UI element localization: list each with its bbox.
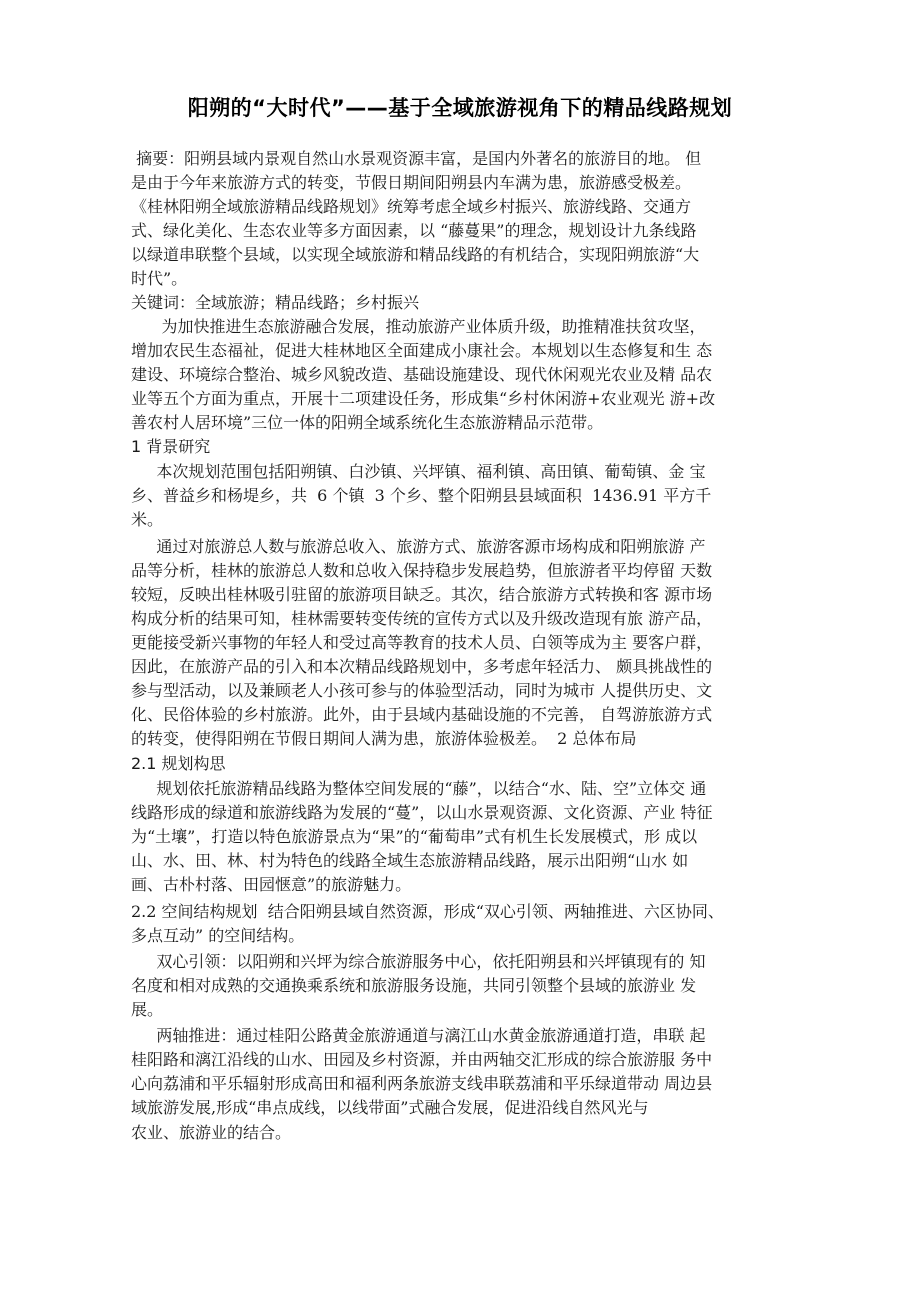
body-line: 较短，反映出桂林吸引驻留的旅游项目缺乏。其次，结合旅游方式转换和客 源市场	[131, 585, 713, 604]
body-line: 参与型活动，以及兼顾老人小孩可参与的体验型活动，同时为城市 人提供历史、文	[131, 681, 713, 700]
body-line: 增加农民生态福祉，促进大桂林地区全面建成小康社会。本规划以生态修复和生 态	[131, 341, 713, 360]
body-line: 2.2 空间结构规划 结合阳朔县域自然资源，形成“双心引领、两轴推进、六区协同、	[131, 902, 724, 921]
abstract-line: 以绿道串联整个县域，以实现全域旅游和精品线路的有机结合，实现阳朔旅游“大	[131, 245, 700, 264]
keywords-line: 关键词：全域旅游；精品线路；乡村振兴	[131, 293, 420, 312]
body-line: 建设、环境综合整治、城乡风貌改造、基础设施建设、现代休闲观光农业及精 品农	[131, 365, 713, 384]
section-heading: 2.1 规划构思	[131, 754, 226, 773]
body-line: 因此，在旅游产品的引入和本次精品线路规划中，多考虑年轻活力、 颇具挑战性的	[131, 657, 713, 676]
body-line: 善农村人居环境”三位一体的阳朔全域系统化生态旅游精品示范带。	[131, 413, 604, 432]
document-title: 阳朔的“大时代”——基于全域旅游视角下的精品线路规划	[187, 96, 733, 120]
body-line: 心向荔浦和平乐辐射形成高田和福利两条旅游支线串联荔浦和平乐绿道带动 周边县	[131, 1074, 713, 1093]
body-line: 多点互动” 的空间结构。	[131, 926, 305, 945]
abstract-line: 是由于今年来旅游方式的转变，节假日期间阳朔县内车满为患，旅游感受极差。	[131, 173, 692, 192]
body-line: 的转变，使得阳朔在节假日期间人满为患，旅游体验极差。 2 总体布局	[131, 729, 637, 748]
body-line: 两轴推进：通过桂阳公路黄金旅游通道与漓江山水黄金旅游通道打造，串联 起	[131, 1026, 706, 1045]
body-line: 化、民俗体验的乡村旅游。此外，由于县域内基础设施的不完善， 自驾游旅游方式	[131, 705, 713, 724]
body-line: 画、古朴村落、田园惬意”的旅游魅力。	[131, 875, 412, 894]
body-line: 构成分析的结果可知，桂林需要转变传统的宣传方式以及升级改造现有旅 游产品，	[131, 609, 713, 628]
abstract-line: 摘要：阳朔县域内景观自然山水景观资源丰富，是国内外著名的旅游目的地。 但	[131, 149, 702, 168]
body-line: 更能接受新兴事物的年轻人和受过高等教育的技术人员、白领等成为主 要客户群，	[131, 633, 713, 652]
body-line: 山、水、田、林、村为特色的线路全域生态旅游精品线路，展示出阳朔“山水 如	[131, 851, 689, 870]
body-line: 为加快推进生态旅游融合发展，推动旅游产业体质升级，助推精准扶贫攻坚，	[131, 317, 706, 336]
body-line: 本次规划范围包括阳朔镇、白沙镇、兴坪镇、福利镇、高田镇、葡萄镇、金 宝	[131, 462, 706, 481]
section-heading: 1 背景研究	[131, 437, 211, 456]
abstract-line: 《桂林阳朔全域旅游精品线路规划》统筹考虑全域乡村振兴、旅游线路、交通方	[131, 197, 692, 216]
body-line: 通过对旅游总人数与旅游总收入、旅游方式、旅游客源市场构成和阳朔旅游 产	[131, 537, 706, 556]
body-line: 米。	[131, 510, 164, 529]
abstract-line: 时代”。	[131, 269, 188, 288]
body-line: 域旅游发展,形成“串点成线，以线带面”式融合发展，促进沿线自然风光与	[131, 1098, 649, 1117]
abstract-line: 式、绿化美化、生态农业等多方面因素，以 “藤蔓果”的理念，规划设计九条线路	[131, 221, 697, 240]
body-line: 名度和相对成熟的交通换乘系统和旅游服务设施，共同引领整个县域的旅游业 发	[131, 976, 697, 995]
body-line: 乡、普益乡和杨堤乡，共 6 个镇 3 个乡、整个阳朔县县域面积 1436.91 平方千	[131, 486, 712, 505]
body-line: 农业、旅游业的结合。	[131, 1123, 292, 1142]
body-line: 品等分析，桂林的旅游总人数和总收入保持稳步发展趋势，但旅游者平均停留 天数	[131, 561, 713, 580]
body-line: 桂阳路和漓江沿线的山水、田园及乡村资源，并由两轴交汇形成的综合旅游服 务中	[131, 1050, 713, 1069]
body-line: 展。	[131, 1000, 164, 1019]
body-line: 为“土壤”，打造以特色旅游景点为“果”的“葡萄串”式有机生长发展模式，形 成以	[131, 827, 698, 846]
body-line: 线路形成的绿道和旅游线路为发展的“蔓”，以山水景观资源、文化资源、产业 特征	[131, 803, 713, 822]
body-line: 规划依托旅游精品线路为整体空间发展的“藤”，以结合“水、陆、空”立体交 通	[131, 779, 707, 798]
body-line: 业等五个方面为重点，开展十二项建设任务，形成集“乡村休闲游+农业观光 游+改	[131, 389, 716, 408]
body-line: 双心引领：以阳朔和兴坪为综合旅游服务中心，依托阳朔县和兴坪镇现有的 知	[131, 952, 706, 971]
